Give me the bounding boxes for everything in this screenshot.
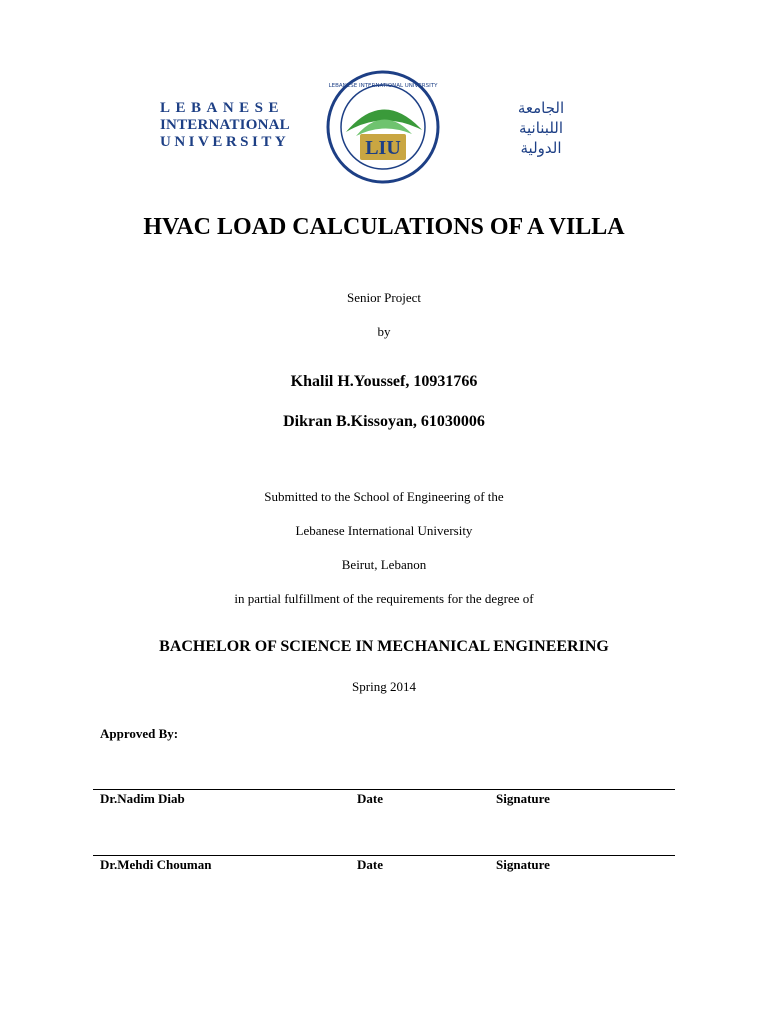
degree-title: BACHELOR OF SCIENCE IN MECHANICAL ENGINEERING — [159, 638, 609, 655]
signature-label: Signature — [496, 791, 550, 806]
logo-arabic-text — [470, 98, 612, 158]
logo-english-text — [160, 100, 296, 151]
submission-line-2: Lebanese International University — [295, 523, 473, 538]
approver-name: Dr.Nadim Diab — [100, 791, 185, 806]
signature-line-2 — [93, 855, 675, 856]
author-2: Dikran B.Kissoyan, 61030006 — [283, 413, 485, 430]
author-1: Khalil H.Youssef, 10931766 — [290, 373, 478, 390]
seal-letters: LIU — [365, 137, 401, 159]
approver-row-2 — [100, 857, 660, 875]
signature-label: Signature — [496, 857, 550, 872]
logo-ar-line-2: اللبنانية — [518, 119, 564, 137]
submission-line-3: Beirut, Lebanon — [341, 557, 427, 572]
approved-by-label: Approved By: — [100, 726, 179, 741]
submission-line-1: Submitted to the School of Engineering of the — [264, 489, 504, 504]
term: Spring 2014 — [352, 679, 416, 694]
logo-en-line-2: INTERNATIONAL — [160, 117, 290, 133]
logo-ar-line-3: الدولية — [520, 139, 562, 157]
project-type: Senior Project — [346, 290, 421, 305]
document-title: HVAC LOAD CALCULATIONS OF A VILLA — [143, 214, 625, 240]
date-label: Date — [357, 857, 383, 872]
logo-ar-line-1: الجامعة — [517, 99, 565, 117]
approver-name: Dr.Mehdi Chouman — [100, 857, 212, 872]
by-label: by — [377, 324, 391, 339]
approver-row-1 — [100, 791, 660, 809]
date-label: Date — [357, 791, 383, 806]
seal-ring-text: LEBANESE INTERNATIONAL UNIVERSITY — [328, 83, 438, 89]
logo-en-line-3: UNIVERSITY — [160, 134, 290, 150]
signature-line-1 — [93, 789, 675, 790]
university-seal-icon — [326, 70, 440, 184]
logo-en-line-1: LEBANESE — [160, 100, 285, 116]
submission-line-4: in partial fulfillment of the requirements for the degree of — [234, 591, 534, 606]
university-logo-banner — [150, 62, 620, 192]
